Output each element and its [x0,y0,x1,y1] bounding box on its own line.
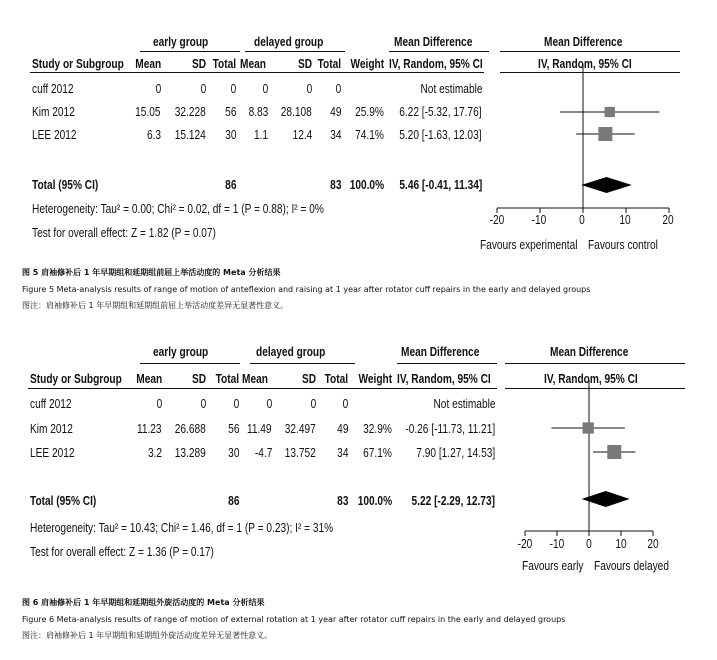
sd-early: 32.228 [174,104,206,119]
header-mean-difference-right: Mean Difference [544,34,623,49]
overall-effect-test: Test for overall effect: Z = 1.36 (P = 0.17) [30,544,214,559]
total-label: Total (95% CI) [30,493,97,508]
study-name: cuff 2012 [30,396,72,411]
mean-delayed: 1.1 [253,127,268,142]
col-sd-1: SD [191,56,206,71]
study-name: Kim 2012 [30,421,73,436]
tick-label: -20 [517,536,533,551]
header-mean-difference-right: Mean Difference [550,344,629,359]
col-sd-1: SD [191,371,206,386]
sd-early: 26.688 [174,421,206,436]
study-name: LEE 2012 [30,445,75,460]
mean-early: 11.23 [137,421,162,436]
mean-early: 6.3 [146,127,161,142]
col-weight: Weight [350,56,384,71]
forest-plot-figure-6 [0,330,717,660]
weight: 67.1% [363,445,392,460]
total-early: 0 [233,396,239,411]
header-mean-difference-left: Mean Difference [401,344,480,359]
col-study: Study or Subgroup [30,371,122,386]
col-mean-1: Mean [135,56,161,71]
weight: 32.9% [363,421,392,436]
favours-left-label: Favours early [522,558,584,573]
col-total-1: Total [212,56,236,71]
total-mean-difference-ci: 5.22 [-2.29, 12.73] [411,493,495,508]
col-total-2: Total [317,56,341,71]
sd-delayed: 32.497 [284,421,316,436]
study-name: Kim 2012 [32,104,75,119]
total-weight: 100.0% [349,177,384,192]
total-early: 56 [224,104,236,119]
col-mean-2: Mean [242,371,268,386]
total-delayed: 83 [336,493,348,508]
sd-early: 0 [200,81,206,96]
mean-delayed: 11.49 [247,421,272,436]
col-ci-right: IV, Random, 95% CI [544,371,638,386]
tick-label: 0 [586,536,592,551]
sd-delayed: 28.108 [280,104,312,119]
heterogeneity-stats: Heterogeneity: Tau² = 0.00; Chi² = 0.02, df = 1 (P = 0.88); I² = 0% [32,201,324,216]
header-delayed-group: delayed group [254,34,324,49]
total-early: 86 [227,493,239,508]
mean-difference-ci: Not estimable [433,396,495,411]
study-effect-square [605,107,615,117]
header-delayed-group: delayed group [256,344,326,359]
col-mean-1: Mean [136,371,162,386]
mean-early: 15.05 [135,104,161,119]
mean-difference-ci: 5.20 [-1.63, 12.03] [399,127,482,142]
caption-chinese: 图 5 肩袖修补后 1 年早期组和延期组前屈上举活动度的 Meta 分析结果 [22,268,281,277]
mean-delayed: 0 [266,396,272,411]
pooled-effect-diamond [581,177,632,193]
sd-early: 13.289 [174,445,206,460]
header-early-group: early group [153,34,209,49]
col-total-1: Total [215,371,239,386]
header-mean-difference-left: Mean Difference [394,34,473,49]
sd-delayed: 12.4 [292,127,312,142]
favours-left-label: Favours experimental [480,237,578,252]
tick-label: -10 [531,212,547,227]
weight: 74.1% [355,127,384,142]
favours-right-label: Favours control [588,237,658,252]
tick-label: 10 [619,212,631,227]
overall-effect-test: Test for overall effect: Z = 1.82 (P = 0.07) [32,225,216,240]
total-delayed: 0 [342,396,348,411]
col-sd-2: SD [297,56,312,71]
tick-label: 10 [615,536,627,551]
total-delayed: 83 [329,177,341,192]
tick-label: -20 [489,212,505,227]
total-early: 30 [224,127,236,142]
total-delayed: 49 [329,104,341,119]
total-weight: 100.0% [357,493,392,508]
mean-difference-ci: Not estimable [420,81,482,96]
total-delayed: 34 [329,127,341,142]
total-early: 0 [230,81,236,96]
total-delayed: 34 [336,445,348,460]
mean-early: 0 [156,396,162,411]
caption-chinese: 图 6 肩袖修补后 1 年早期组和延期组外旋活动度的 Meta 分析结果 [22,598,265,607]
col-ci-left: IV, Random, 95% CI [397,371,491,386]
favours-right-label: Favours delayed [594,558,669,573]
study-effect-square [598,127,612,141]
total-mean-difference-ci: 5.46 [-0.41, 11.34] [399,177,482,192]
col-sd-2: SD [301,371,316,386]
sd-delayed: 13.752 [284,445,316,460]
col-study: Study or Subgroup [32,56,124,71]
study-name: LEE 2012 [32,127,77,142]
mean-early: 3.2 [147,445,162,460]
heterogeneity-stats: Heterogeneity: Tau² = 10.43; Chi² = 1.46, df = 1 (P = 0.23); I² = 31% [30,520,334,535]
col-ci-right: IV, Random, 95% CI [538,56,632,71]
col-weight: Weight [358,371,392,386]
mean-difference-ci: 6.22 [-5.32, 17.76] [399,104,482,119]
caption-english: Figure 5 Meta-analysis results of range of motion of anteflexion and raising at 1 year after rotator cuff repairs in the early and delayed groups [22,285,591,294]
header-early-group: early group [153,344,209,359]
tick-label: 20 [647,536,659,551]
forest-plot-area [0,330,717,660]
total-delayed: 49 [336,421,348,436]
mean-delayed: 8.83 [248,104,268,119]
sd-delayed: 0 [306,81,312,96]
col-total-2: Total [324,371,348,386]
study-effect-square [583,422,594,433]
tick-label: 0 [579,212,585,227]
mean-delayed: -4.7 [254,445,272,460]
mean-difference-ci: 7.90 [1.27, 14.53] [416,445,495,460]
sd-delayed: 0 [310,396,316,411]
study-name: cuff 2012 [32,81,74,96]
total-delayed: 0 [335,81,341,96]
caption-note: 图注：肩袖修补后 1 年早期组和延期组外旋活动度差异无显著性意义。 [22,631,273,640]
mean-delayed: 0 [262,81,268,96]
mean-difference-ci: -0.26 [-11.73, 11.21] [405,421,495,436]
caption-english: Figure 6 Meta-analysis results of range of motion of external rotation at 1 year after rotator cuff repairs in the early and delayed groups [22,615,566,624]
tick-label: 20 [662,212,674,227]
weight: 25.9% [355,104,384,119]
study-effect-square [607,445,621,459]
total-early: 56 [227,421,239,436]
col-mean-2: Mean [240,56,266,71]
caption-note: 图注：肩袖修补后 1 年早期组和延期组前屈上举活动度差异无显著性意义。 [22,301,289,310]
col-ci-left: IV, Random, 95% CI [389,56,483,71]
sd-early: 0 [200,396,206,411]
total-early: 86 [224,177,236,192]
tick-label: -10 [549,536,565,551]
total-label: Total (95% CI) [32,177,99,192]
sd-early: 15.124 [174,127,206,142]
total-early: 30 [227,445,239,460]
mean-early: 0 [155,81,161,96]
